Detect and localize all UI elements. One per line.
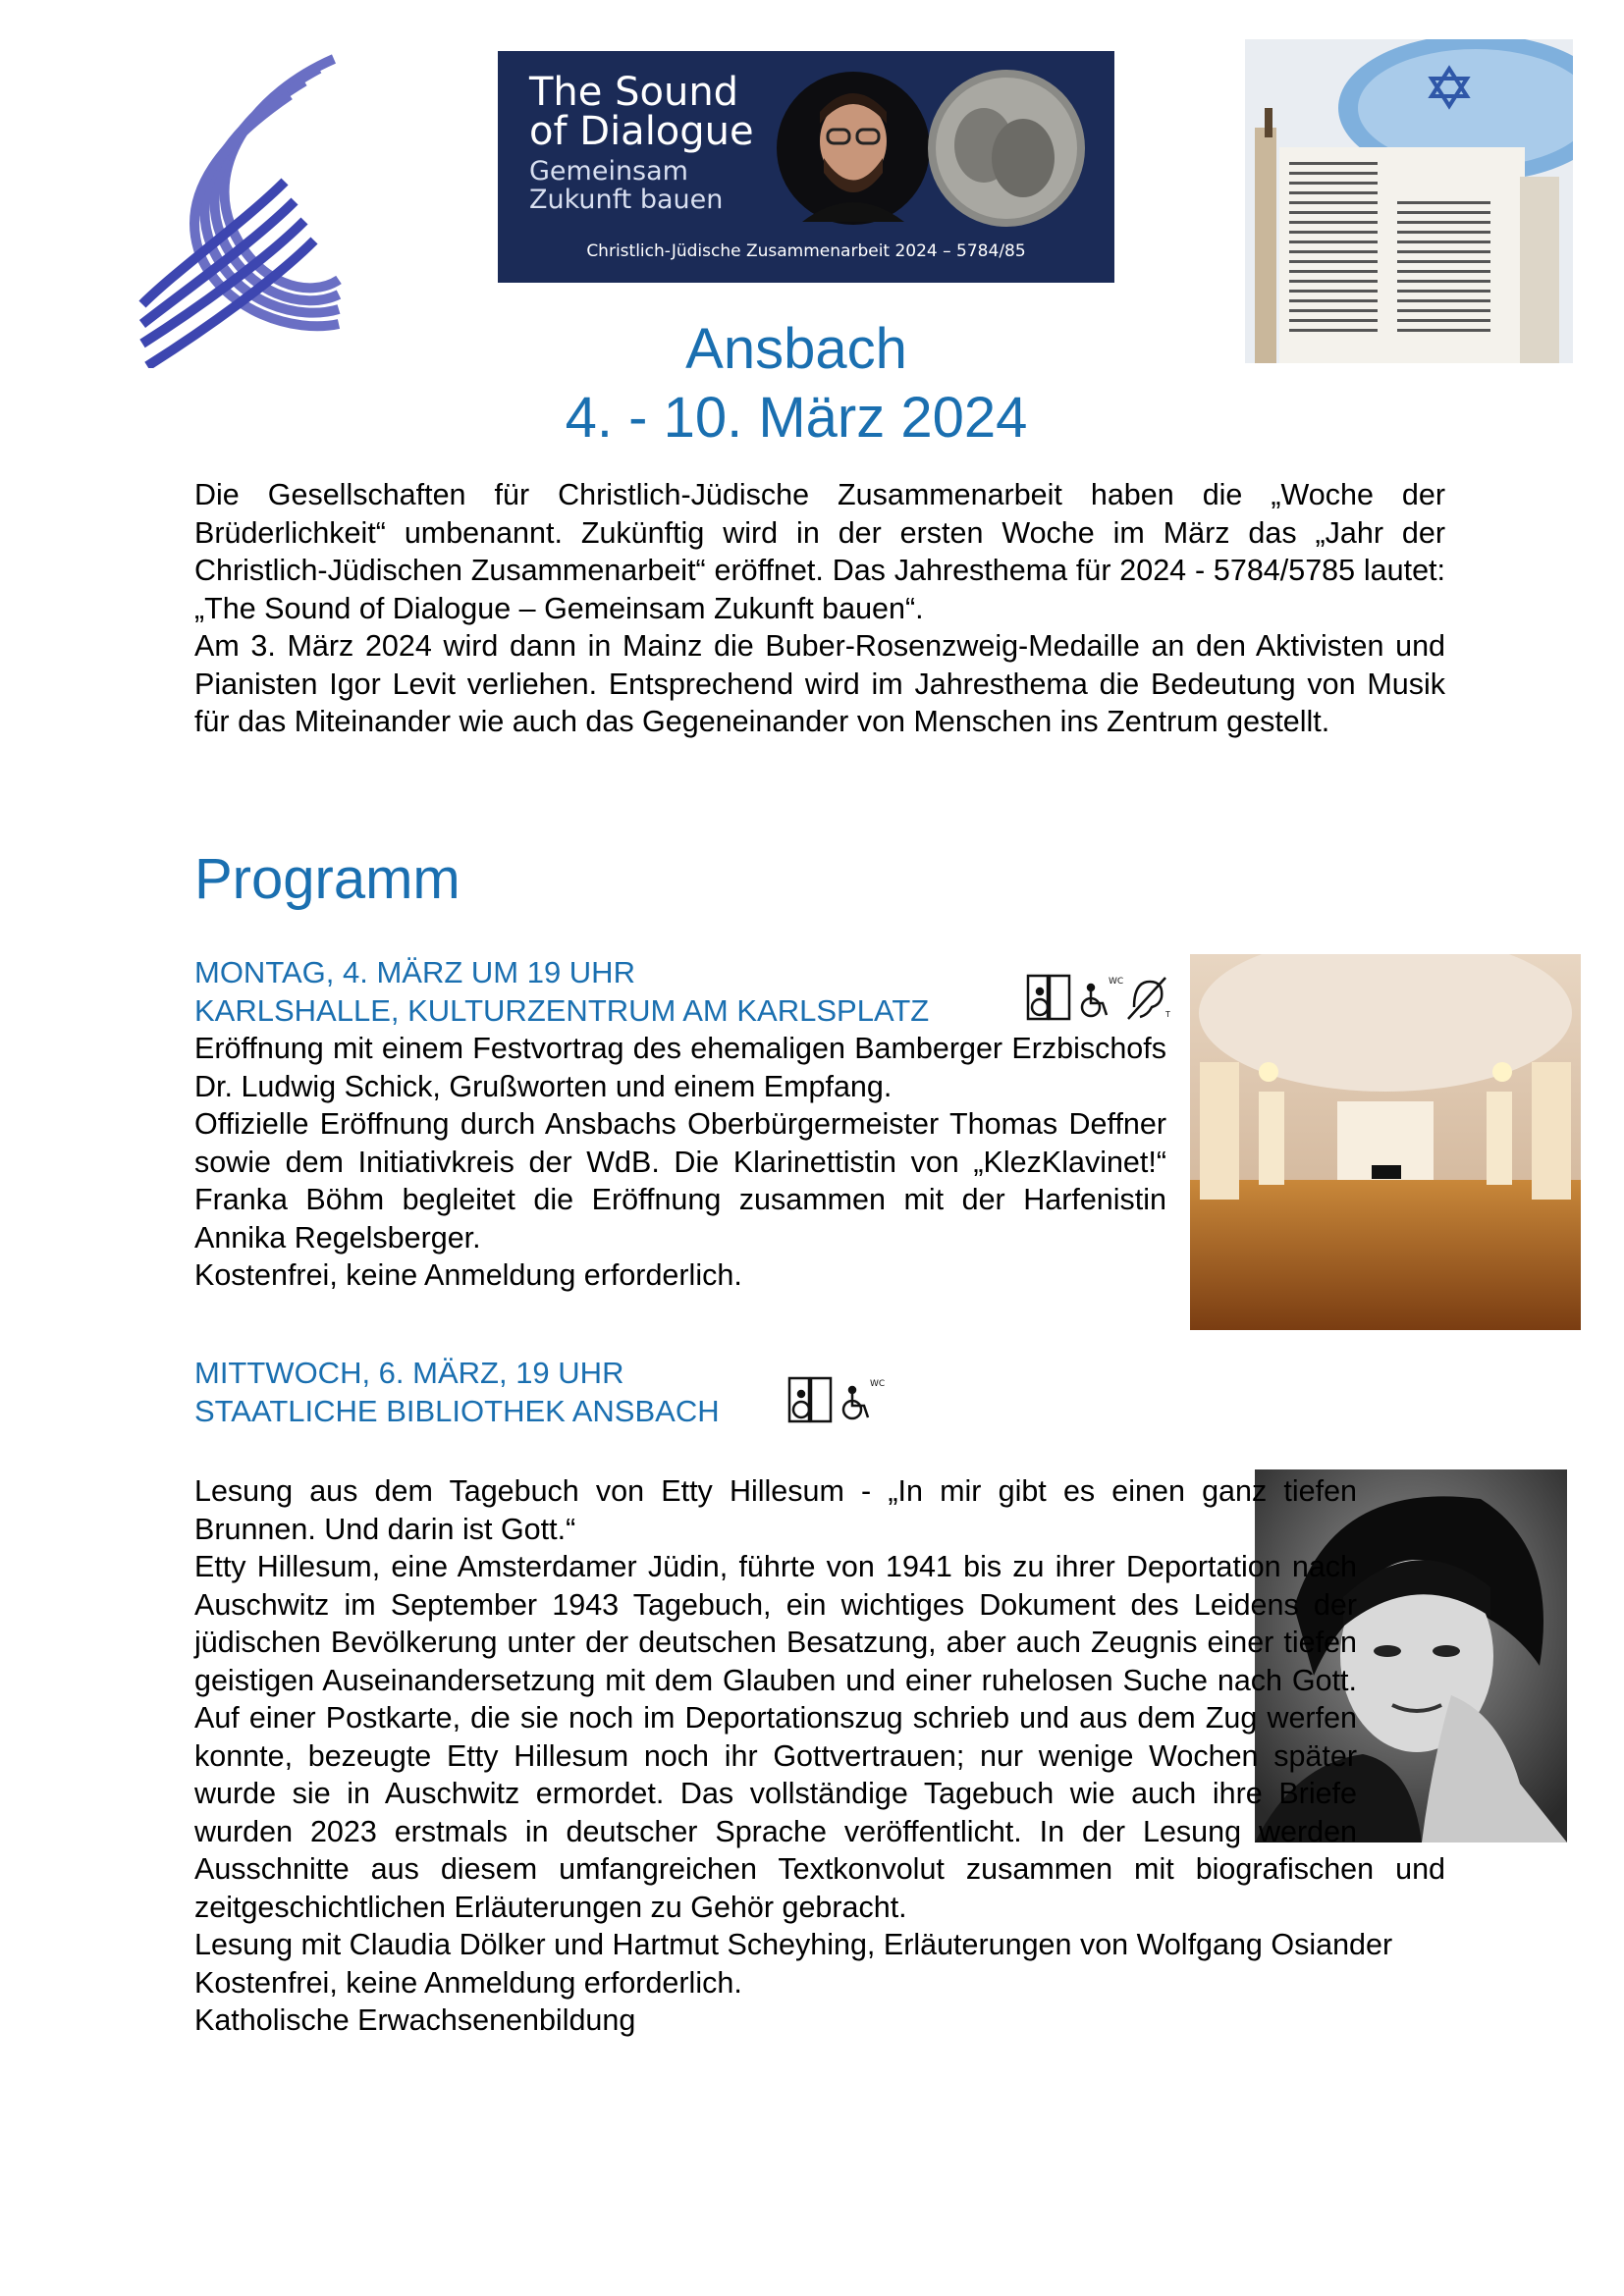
intro-paragraph: Die Gesellschaften für Christlich-Jüdische Zusammenarbeit haben die „Woche der Brüderlichkeit“ umbenannt. Zukünftig wird in der ersten Woche im März das „Jahr der Christlich-Jüdischen Zusammenarbeit“ eröffnet. Das Jahresthema für 2024 - 5784/5785 lautet: „The Sound of Dialogue – Gemeinsam Zukunft bauen“.	[194, 478, 1445, 625]
intro-text	[194, 476, 1445, 741]
program-heading: Programm	[194, 847, 460, 911]
svg-text:WC: WC	[1109, 977, 1124, 987]
banner-title-line1: The Sound	[529, 70, 739, 115]
intro-paragraph: Am 3. März 2024 wird dann in Mainz die Buber-Rosenzweig-Medaille an den Aktivisten und Pianisten Igor Levit verliehen. Entsprechend wird im Jahresthema die Bedeutung von Musik für das Miteinander wie auch das Gegeneinander von Menschen ins Zentrum gestellt.	[194, 629, 1445, 738]
karlshalle-photo	[1190, 954, 1581, 1330]
event-1-date: MONTAG, 4. MÄRZ UM 19 UHR	[194, 955, 635, 989]
accessible-wc-icon	[843, 1379, 885, 1418]
portrait-and-medal-image	[773, 65, 1097, 232]
page-title-dates: 4. - 10. März 2024	[565, 386, 1028, 450]
hearing-loop-icon	[1128, 978, 1170, 1019]
accessible-entrance-icon	[1028, 976, 1069, 1019]
event-2-paragraph: Lesung aus dem Tagebuch von Etty Hillesum - „In mir gibt es einen ganz tiefen Brunnen. Und darin ist Gott.“	[194, 1474, 1357, 1546]
svg-text:WC: WC	[870, 1379, 886, 1389]
event-2-paragraph: Kostenfrei, keine Anmeldung erforderlich.	[194, 1965, 742, 2000]
event-2-description	[194, 1472, 1445, 2040]
page-title-city: Ansbach	[685, 317, 907, 381]
accessible-wc-icon	[1082, 977, 1123, 1016]
event-1-header	[194, 954, 1039, 1030]
event-2-venue: STAATLICHE BIBLIOTHEK ANSBACH	[194, 1393, 720, 1428]
event-1-paragraph: Offizielle Eröffnung durch Ansbachs Oberbürgermeister Thomas Deffner sowie dem Initiativkreis der WdB. Die Klarinettistin von „KlezKlavinet!“ Franka Böhm begleitet die Eröffnung zusammen mit der Harfenistin Annika Regelsberger.	[194, 1107, 1166, 1255]
event-2-paragraph: Katholische Erwachsenenbildung	[194, 2003, 636, 2037]
banner-footer: Christlich-Jüdische Zusammenarbeit 2024 – 5784/85	[586, 241, 1026, 261]
event-1-description	[194, 1030, 1166, 1295]
event-2-paragraph: Lesung mit Claudia Dölker und Hartmut Scheyhing, Erläuterungen von Wolfgang Osiander	[194, 1928, 1393, 1961]
event-1-paragraph: Eröffnung mit einem Festvortrag des ehemaligen Bamberger Erzbischofs Dr. Ludwig Schick, Grußworten und einem Empfang.	[194, 1032, 1166, 1103]
torah-scroll-image	[1245, 39, 1573, 363]
accessible-entrance-icon	[789, 1378, 831, 1421]
banner-title-line2: of Dialogue	[529, 109, 754, 154]
event-2-date: MITTWOCH, 6. MÄRZ, 19 UHR	[194, 1356, 624, 1390]
event-2-accessibility-icons	[787, 1374, 897, 1425]
event-1-paragraph: Kostenfrei, keine Anmeldung erforderlich.	[194, 1258, 742, 1292]
event-1-accessibility-icons	[1026, 972, 1173, 1023]
sound-of-dialogue-banner	[498, 51, 1114, 283]
event-1-venue: KARLSHALLE, KULTURZENTRUM AM KARLSPLATZ	[194, 992, 930, 1028]
svg-text:T: T	[1165, 1010, 1170, 1019]
banner-subtitle-line1: Gemeinsam	[529, 156, 688, 187]
event-2-paragraph: Etty Hillesum, eine Amsterdamer Jüdin, führte von 1941 bis zu ihrer Deportation nach Auschwitz im September 1943 Tagebuch, ein wichtiges Dokument des Leidens der jüdischen Bevölkerung unter der deutschen Besatzung, aber auch Zeugnis einer tiefen geistigen Auseinandersetzung mit dem Glauben und einer ruhelosen Suche nach Gott. Auf einer Postkarte, die sie noch im Deportationszug schrieb und aus dem Zug werfen konnte, bezeugte Etty Hillesum noch ihr Gottvertrauen; nur wenige Wochen später wurde sie in Auschwitz ermordet. Das vollständige Tagebuch wie auch ihre Briefe wurden 2023 erstmals in deutscher Sprache veröffentlicht. In der Lesung werden Ausschnitte aus diesem umfangreichen Textkonvolut zusammen mit biografischen und zeitgeschichtlichen Erläuterungen zu Gehör gebracht.	[194, 1550, 1445, 1924]
banner-subtitle-line2: Zukunft bauen	[529, 185, 724, 215]
